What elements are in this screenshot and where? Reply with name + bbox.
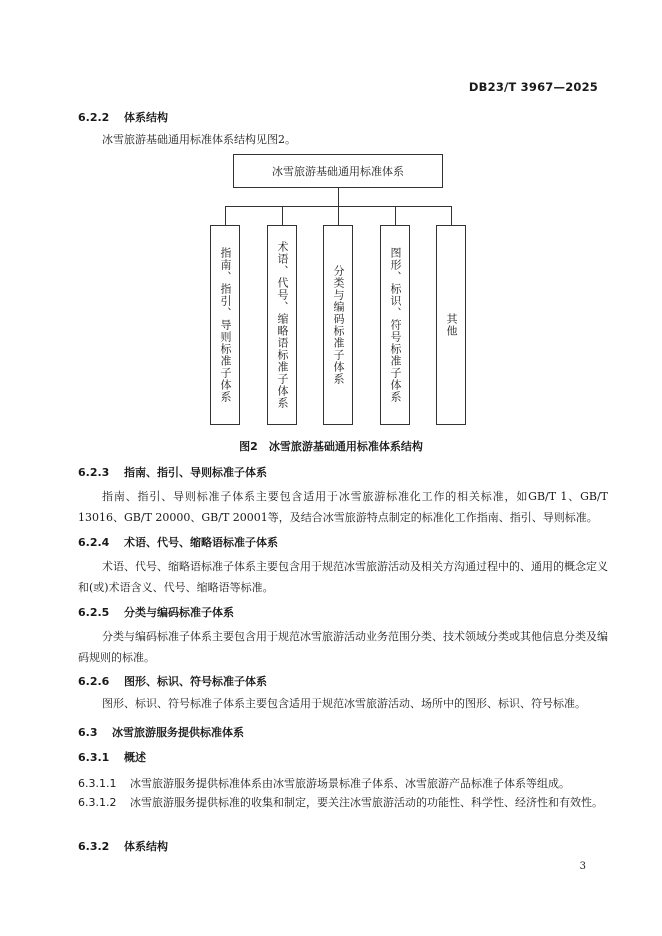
clause-text: 冰雪旅游服务提供标准的收集和制定，要关注冰雪旅游活动的功能性、科学性、经济性和有效性。 xyxy=(130,796,603,809)
diagram-box-guide xyxy=(210,225,240,425)
section-title: 图形、标识、符号标准子体系 xyxy=(124,675,267,688)
paragraph-6-2-5: 分类与编码标准子体系主要包含用于规范冰雪旅游活动业务范围分类、技术领域分类或其他信息分类及编码规则的标准。 xyxy=(78,630,608,664)
connector-line xyxy=(395,206,396,225)
diagram-box-label: 其他 xyxy=(445,313,458,337)
diagram-top-box: 冰雪旅游基础通用标准体系 xyxy=(233,154,443,188)
diagram-box-label: 图形、标识、符号标准子体系 xyxy=(389,247,402,403)
connector-line xyxy=(338,188,339,206)
section-heading-6-2-6 xyxy=(78,673,267,689)
section-heading-6-2-2 xyxy=(78,109,168,125)
paragraph-6-2-3: 指南、指引、导则标准子体系主要包含适用于冰雪旅游标准化工作的相关标准，如GB/T 1、GB/T 13016、GB/T 20000、GB/T 20001等，及结合冰雪旅游特点制定的标准化工作指南、指引、导则标准。 xyxy=(78,490,608,524)
diagram-box-label: 指南、指引、导则标准子体系 xyxy=(219,247,232,403)
section-title: 指南、指引、导则标准子体系 xyxy=(124,466,267,479)
clause-number: 6.3.1.2 xyxy=(78,796,117,809)
connector-line xyxy=(451,206,452,225)
section-heading-6-3-2 xyxy=(78,838,168,854)
connector-line xyxy=(282,206,283,225)
section-title: 术语、代号、缩略语标准子体系 xyxy=(124,536,278,549)
section-title: 冰雪旅游服务提供标准体系 xyxy=(112,726,244,739)
clause-number: 6.3.1.1 xyxy=(78,777,117,790)
figure-caption: 图2 冰雪旅游基础通用标准体系结构 xyxy=(239,440,423,453)
section-title: 体系结构 xyxy=(124,111,168,124)
section-heading-6-2-3 xyxy=(78,464,267,480)
section-title: 概述 xyxy=(124,751,146,764)
clause-text: 冰雪旅游服务提供标准体系由冰雪旅游场景标准子体系、冰雪旅游产品标准子体系等组成。 xyxy=(130,777,570,790)
section-number: 6.2.5 xyxy=(78,606,110,619)
section-heading-6-3-1 xyxy=(78,749,146,765)
page-number: 3 xyxy=(579,861,586,872)
paragraph-6-2-2: 冰雪旅游基础通用标准体系结构见图2。 xyxy=(102,133,296,146)
section-number: 6.2.3 xyxy=(78,466,110,479)
section-title: 体系结构 xyxy=(124,840,168,853)
diagram-box-terminology xyxy=(267,225,297,425)
paragraph-6-2-6: 图形、标识、符号标准子体系主要包含适用于规范冰雪旅游活动、场所中的图形、标识、符号标准。 xyxy=(102,697,586,710)
section-number: 6.3.2 xyxy=(78,840,110,853)
paragraph-6-2-4: 术语、代号、缩略语标准子体系主要包含用于规范冰雪旅游活动及相关方沟通过程中的、通用的概念定义和(或)术语含义、代号、缩略语等标准。 xyxy=(78,560,608,594)
diagram-box-label: 术语、代号、缩略语标准子体系 xyxy=(276,241,289,409)
diagram-box-classification xyxy=(323,225,353,425)
section-number: 6.2.4 xyxy=(78,536,110,549)
section-number: 6.3.1 xyxy=(78,751,110,764)
standard-code: DB23/T 3967—2025 xyxy=(468,80,598,94)
section-heading-6-2-5 xyxy=(78,604,234,620)
paragraph-6-3-1-1 xyxy=(78,774,608,793)
section-heading-6-3 xyxy=(78,724,244,740)
section-heading-6-2-4 xyxy=(78,534,278,550)
section-number: 6.2.6 xyxy=(78,675,110,688)
diagram-box-label: 分类与编码标准子体系 xyxy=(332,265,345,385)
diagram-box-other xyxy=(436,225,466,425)
diagram-box-graphics xyxy=(380,225,410,425)
section-number: 6.3 xyxy=(78,726,98,739)
connector-line xyxy=(338,206,339,225)
paragraph-6-3-1-2 xyxy=(78,793,608,812)
section-title: 分类与编码标准子体系 xyxy=(124,606,234,619)
connector-line xyxy=(225,206,226,225)
section-number: 6.2.2 xyxy=(78,111,110,124)
